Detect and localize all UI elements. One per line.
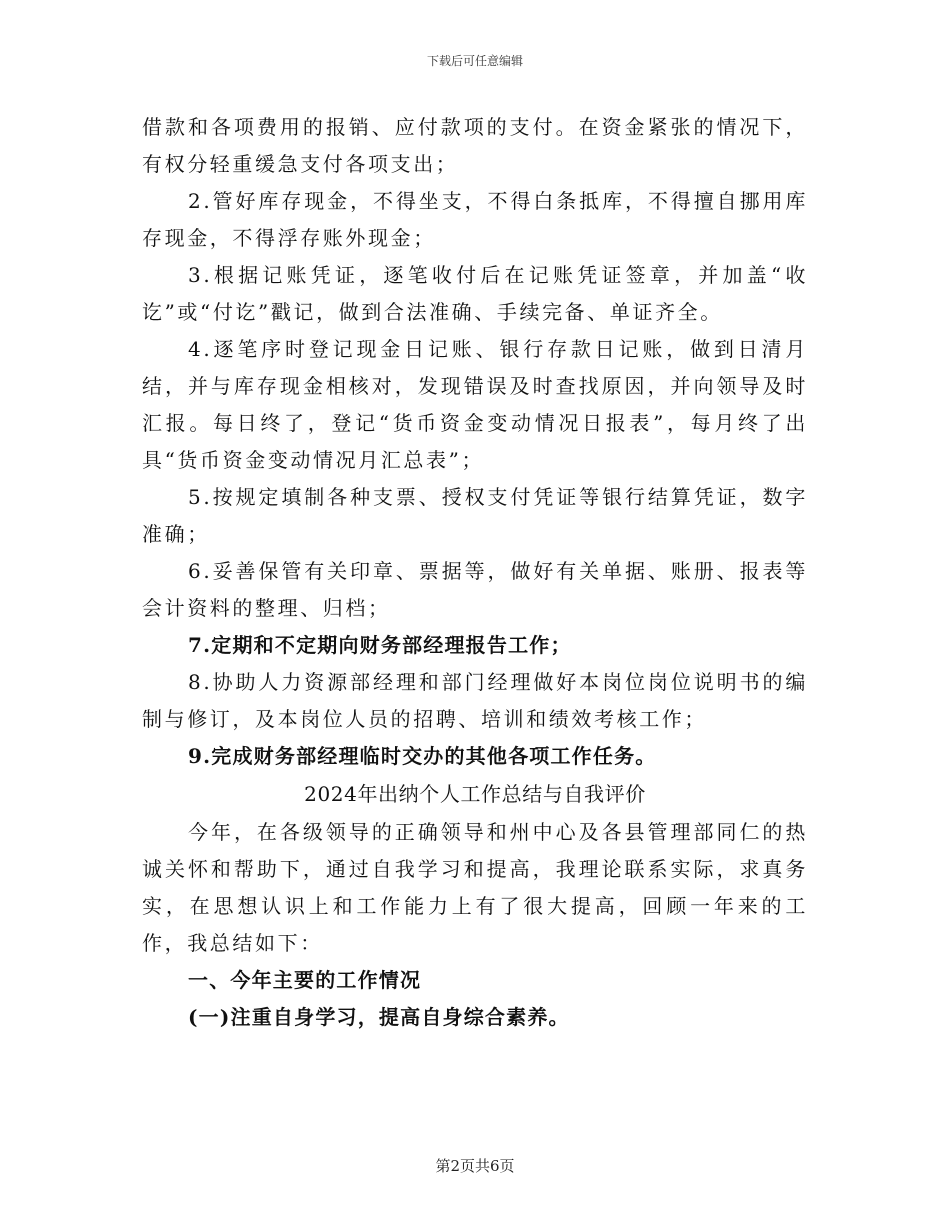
paragraph-item-7: 7.定期和不定期向财务部经理报告工作； (188, 633, 572, 657)
page-header: 下载后可任意编辑 (426, 54, 523, 68)
paragraph-item-4: 4.逐笔序时登记现金日记账、银行存款日记账，做到日清月结，并与库存现金相核对，发现错误及时查找原因，并向领导及时汇报。每日终了，登记“货币资金变动情况日报表”，每月终了出具“货币资金变动情况月汇总表”； (142, 337, 808, 472)
paragraph-item-3: 3.根据记账凭证，逐笔收付后在记账凭证签章，并加盖“收讫”或“付讫”戳记，做到合法准确、手续完备、单证齐全。 (142, 263, 808, 324)
paragraph-item-2: 2.管好库存现金，不得坐支，不得白条抵库，不得擅自挪用库存现金，不得浮存账外现金； (142, 189, 808, 250)
heading-level-1: 一、今年主要的工作情况 (188, 968, 422, 992)
page-footer: 第2页共6页 (435, 1157, 515, 1175)
paragraph-item-5: 5.按规定填制各种支票、授权支付凭证等银行结算凭证，数字准确； (142, 485, 808, 546)
section-title: 2024年出纳个人工作总结与自我评价 (304, 782, 646, 806)
paragraph-continuation: 借款和各项费用的报销、应付款项的支付。在资金紧张的情况下，有权分轻重缓急支付各项支出； (142, 115, 808, 176)
heading-level-2: (一)注重自身学习，提高自身综合素养。 (188, 1005, 570, 1029)
paragraph-intro: 今年，在各级领导的正确领导和州中心及各县管理部同仁的热诚关怀和帮助下，通过自我学习和提高，我理论联系实际，求真务实，在思想认识上和工作能力上有了很大提高，回顾一年来的工作，我总结如下： (142, 820, 808, 955)
paragraph-item-6: 6.妥善保管有关印章、票据等，做好有关单据、账册、报表等会计资料的整理、归档； (142, 559, 808, 620)
paragraph-item-9: 9.完成财务部经理临时交办的其他各项工作任务。 (188, 744, 657, 768)
document-body (142, 109, 808, 1036)
paragraph-item-8: 8.协助人力资源部经理和部门经理做好本岗位岗位说明书的编制与修订，及本岗位人员的招聘、培训和绩效考核工作； (142, 670, 808, 731)
